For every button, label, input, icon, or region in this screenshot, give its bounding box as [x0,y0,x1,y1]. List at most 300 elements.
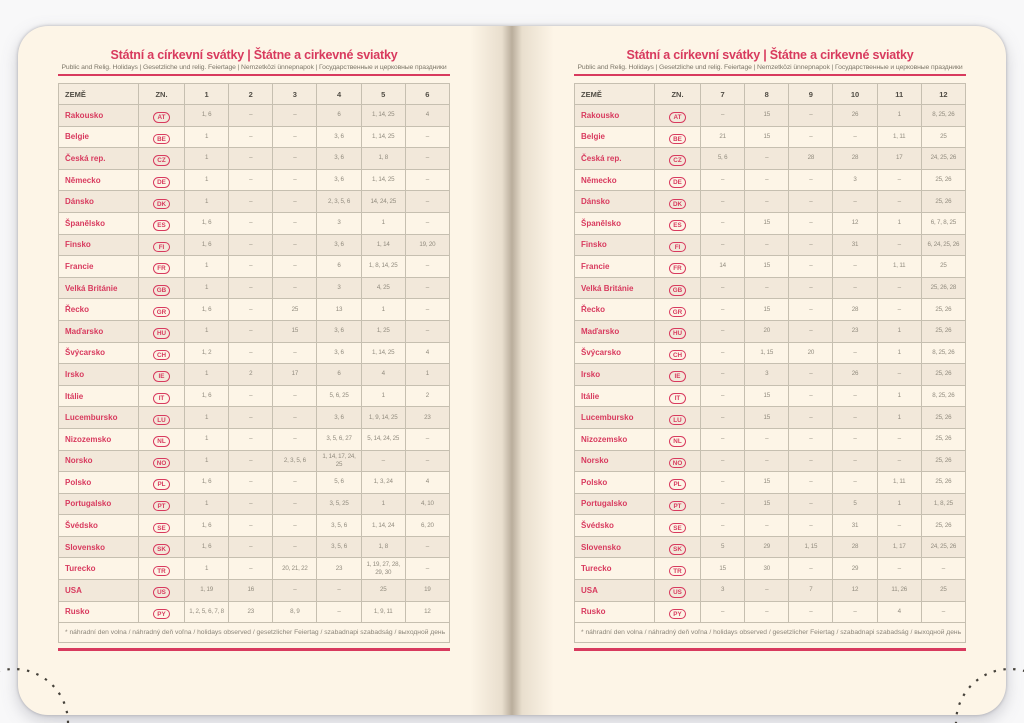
country-name: Lucembursko [59,407,139,429]
holiday-days-cell: 1 [185,148,229,170]
holiday-days-cell: – [405,450,449,472]
holiday-days-cell: 1, 6 [185,515,229,537]
holiday-days-cell: 1 [405,364,449,386]
holiday-days-cell: – [317,580,361,602]
country-name: Švédsko [59,515,139,537]
holiday-days-cell: 1, 14, 25 [361,169,405,191]
country-code-badge: BE [669,134,686,145]
holiday-days-cell: 1 [185,126,229,148]
holiday-days-cell: – [405,256,449,278]
holiday-days-cell: 5 [701,536,745,558]
holiday-days-cell: 6, 24, 25, 26 [921,234,965,256]
holiday-days-cell: – [833,601,877,623]
holiday-days-cell: 3, 6 [317,407,361,429]
table-row [59,148,450,170]
table-row [575,234,966,256]
holiday-days-cell: 1, 14, 25 [361,342,405,364]
holiday-days-cell: – [273,536,317,558]
country-code-cell [655,601,701,623]
country-code-cell [139,536,185,558]
holiday-days-cell: 25, 26 [921,450,965,472]
country-name: USA [575,580,655,602]
holiday-days-cell: 25 [361,580,405,602]
holiday-days-cell: 8, 25, 26 [921,342,965,364]
country-code-badge: ES [153,220,170,231]
holiday-days-cell: – [273,428,317,450]
holiday-days-cell: 14 [701,256,745,278]
header-month: 7 [701,84,745,105]
bottom-rule [58,648,450,651]
holiday-days-cell: 4 [405,472,449,494]
holiday-days-cell: – [789,191,833,213]
holiday-days-cell: 3, 6 [317,126,361,148]
holiday-days-cell: – [229,515,273,537]
table-row [59,256,450,278]
country-code-badge: IT [153,393,170,404]
holiday-days-cell: 5, 6 [701,148,745,170]
country-name: Rakousko [59,105,139,127]
holiday-days-cell: 1, 2, 5, 6, 7, 8 [185,601,229,623]
holiday-days-cell: 20 [789,342,833,364]
country-code-cell [139,320,185,342]
holiday-days-cell: 1 [185,558,229,580]
holiday-days-cell: – [745,191,789,213]
holiday-days-cell: 3 [317,277,361,299]
holiday-days-cell: 26 [833,364,877,386]
country-code-badge: CZ [669,155,686,166]
holiday-days-cell: 28 [833,299,877,321]
holiday-days-cell: 7 [789,580,833,602]
holiday-days-cell: – [405,428,449,450]
holiday-days-cell: 25, 26 [921,191,965,213]
country-code-cell [139,191,185,213]
holiday-days-cell: 4 [405,105,449,127]
holiday-days-cell: – [229,105,273,127]
holiday-days-cell: – [745,169,789,191]
header-month: 3 [273,84,317,105]
header-row [59,84,450,105]
country-code-badge: AT [153,112,170,123]
holiday-days-cell: 25, 26, 28 [921,277,965,299]
holiday-days-cell: – [273,342,317,364]
table-row [575,126,966,148]
holiday-days-cell: 1 [185,450,229,472]
holiday-days-cell: 1, 15 [745,342,789,364]
holiday-days-cell: 30 [745,558,789,580]
country-name: Itálie [59,385,139,407]
country-name: Německo [59,169,139,191]
holiday-days-cell: 6 [317,364,361,386]
holiday-days-cell: 24, 25, 26 [921,536,965,558]
holiday-days-cell: 15 [745,385,789,407]
holiday-days-cell: 6 [317,256,361,278]
country-code-cell [655,256,701,278]
header-month: 6 [405,84,449,105]
holiday-days-cell: – [789,601,833,623]
table-row [575,472,966,494]
country-name: Turecko [59,558,139,580]
holiday-days-cell: 17 [273,364,317,386]
country-code-badge: SE [669,523,686,534]
holiday-days-cell: 4 [361,364,405,386]
holiday-days-cell: – [405,148,449,170]
country-code-cell [139,515,185,537]
country-name: Belgie [575,126,655,148]
holiday-days-cell: – [745,580,789,602]
holiday-days-cell: 8, 25, 26 [921,385,965,407]
holiday-days-cell: 3, 6 [317,148,361,170]
footnote: * náhradní den volna / náhradný deň voľna / holidays observed / gesetzlicher Feiertag / szabadnapi szabadság / выходной день [575,623,966,643]
country-code-badge: SK [153,544,170,555]
country-name: Španělsko [575,212,655,234]
holiday-days-cell: – [921,558,965,580]
country-code-badge: NL [669,436,686,447]
holiday-days-cell: – [405,277,449,299]
holiday-days-cell: – [789,493,833,515]
holiday-days-cell: – [877,450,921,472]
holiday-days-cell: – [833,126,877,148]
holiday-days-cell: – [833,450,877,472]
holiday-days-cell: – [701,169,745,191]
holiday-days-cell: 1, 11 [877,126,921,148]
country-name: Finsko [59,234,139,256]
holiday-days-cell: – [789,169,833,191]
holiday-days-cell: 1, 6 [185,385,229,407]
country-code-badge: ES [669,220,686,231]
country-code-cell [139,126,185,148]
holiday-days-cell: 15 [701,558,745,580]
country-code-cell [655,364,701,386]
holiday-days-cell: – [833,407,877,429]
table-row [59,299,450,321]
holiday-days-cell: 3 [833,169,877,191]
table-row [59,105,450,127]
country-code-cell [139,148,185,170]
country-name: Slovensko [59,536,139,558]
table-row [575,450,966,472]
holiday-days-cell: – [877,428,921,450]
country-code-badge: PY [669,609,686,620]
holiday-days-cell: 1 [361,299,405,321]
table-row [59,126,450,148]
holiday-days-cell: 1, 15 [789,536,833,558]
holiday-days-cell: – [877,299,921,321]
country-code-badge: NL [153,436,170,447]
holiday-days-cell: – [745,515,789,537]
country-code-badge: AT [669,112,686,123]
holiday-days-cell: – [701,320,745,342]
country-code-badge: PT [669,501,686,512]
table-row [575,169,966,191]
holiday-days-cell: 31 [833,515,877,537]
holiday-days-cell: 3, 5, 25 [317,493,361,515]
holiday-days-cell: 25, 26 [921,169,965,191]
country-code-cell [655,493,701,515]
table-row [575,428,966,450]
country-name: Česká rep. [575,148,655,170]
holiday-days-cell: – [745,450,789,472]
holiday-days-cell: 5, 6 [317,472,361,494]
holiday-days-cell: 8, 9 [273,601,317,623]
country-code-badge: NO [153,458,170,469]
country-code-badge: US [153,587,170,598]
holiday-days-cell: 25, 26 [921,320,965,342]
holiday-days-cell: 23 [833,320,877,342]
country-code-badge: CH [669,350,686,361]
header-row [575,84,966,105]
country-code-cell [139,472,185,494]
holiday-days-cell: – [877,234,921,256]
holiday-days-cell: 8, 25, 26 [921,105,965,127]
country-name: Portugalsko [59,493,139,515]
holiday-days-cell: 19 [405,580,449,602]
holiday-days-cell: 1, 17 [877,536,921,558]
holiday-days-cell: 5 [833,493,877,515]
holiday-days-cell: – [229,277,273,299]
holiday-days-cell: 1 [877,385,921,407]
holiday-days-cell: 1, 6 [185,472,229,494]
holiday-days-cell: 1 [361,212,405,234]
holiday-days-cell: – [273,191,317,213]
holiday-days-cell: – [789,385,833,407]
country-code-cell [139,169,185,191]
page-subtitle: Public and Relig. Holidays | Gesetzliche und relig. Feiertage | Nemzetközi ünnepnapok | Государственные и церковные праздники [61,64,447,71]
holiday-days-cell: – [273,169,317,191]
holiday-days-cell: – [745,601,789,623]
country-name: Španělsko [59,212,139,234]
holiday-days-cell: 25 [273,299,317,321]
holiday-days-cell: – [701,277,745,299]
holiday-days-cell: 28 [833,536,877,558]
holiday-days-cell: 1 [185,493,229,515]
country-name: Švédsko [575,515,655,537]
table-row [575,580,966,602]
holiday-days-cell: – [405,320,449,342]
holiday-days-cell: 17 [877,148,921,170]
table-row [575,385,966,407]
country-name: Maďarsko [575,320,655,342]
holiday-days-cell: – [701,299,745,321]
holiday-days-cell: – [273,407,317,429]
header-code: ZN. [139,84,185,105]
country-code-badge: DE [153,177,170,188]
holiday-days-cell: 20, 21, 22 [273,558,317,580]
holiday-days-cell: 2 [405,385,449,407]
holiday-days-cell: – [789,407,833,429]
holiday-days-cell: – [877,364,921,386]
page-subtitle: Public and Relig. Holidays | Gesetzliche und relig. Feiertage | Nemzetközi ünnepnapok | Государственные и церковные праздники [577,64,963,71]
country-code-cell [655,580,701,602]
holiday-days-cell: 2, 3, 5, 6 [273,450,317,472]
holiday-days-cell: – [229,256,273,278]
holiday-days-cell: – [229,126,273,148]
holiday-days-cell: – [877,191,921,213]
header-month: 5 [361,84,405,105]
holiday-days-cell: 3, 6 [317,169,361,191]
holiday-days-cell: – [833,385,877,407]
holiday-days-cell: – [745,277,789,299]
holiday-days-cell: – [877,277,921,299]
table-row [59,450,450,472]
holiday-days-cell: 1, 2 [185,342,229,364]
holiday-days-cell: 1 [185,320,229,342]
holiday-days-cell: – [701,472,745,494]
holiday-days-cell: 1, 19, 27, 28, 29, 30 [361,558,405,580]
country-code-cell [139,342,185,364]
page-title: Státní a církevní svátky | Štátne a cirkevné sviatky [626,48,914,62]
holiday-days-cell: – [229,428,273,450]
holiday-days-cell: – [789,320,833,342]
holiday-days-cell: 1, 3, 24 [361,472,405,494]
holiday-days-cell: – [789,126,833,148]
country-code-cell [655,536,701,558]
holiday-days-cell: 25 [921,126,965,148]
holiday-days-cell: – [833,256,877,278]
table-header [575,84,966,105]
holidays-table-mount [58,83,450,643]
holiday-days-cell: – [701,450,745,472]
country-name: Francie [575,256,655,278]
country-name: Slovensko [575,536,655,558]
holiday-days-cell: 28 [789,148,833,170]
country-name: Irsko [59,364,139,386]
country-name: Švýcarsko [59,342,139,364]
country-name: Finsko [575,234,655,256]
country-name: USA [59,580,139,602]
holiday-days-cell: 1, 6 [185,105,229,127]
holiday-days-cell: – [789,428,833,450]
country-code-badge: TR [153,566,170,577]
holiday-days-cell: – [273,580,317,602]
country-code-badge: PT [153,501,170,512]
holiday-days-cell: 15 [273,320,317,342]
header-month: 2 [229,84,273,105]
holiday-days-cell: 12 [833,212,877,234]
table-row [575,601,966,623]
table-row [575,515,966,537]
country-code-badge: HU [153,328,170,339]
page-left [18,26,512,715]
holiday-days-cell: – [229,472,273,494]
holiday-days-cell: – [833,342,877,364]
country-name: Polsko [575,472,655,494]
holiday-days-cell: 1, 8, 25 [921,493,965,515]
country-code-badge: GB [669,285,686,296]
country-code-cell [655,320,701,342]
holiday-days-cell: 1, 9, 14, 25 [361,407,405,429]
country-code-badge: GR [669,307,686,318]
holiday-days-cell: 6 [317,105,361,127]
holiday-days-cell: – [229,536,273,558]
country-code-cell [655,558,701,580]
footnote: * náhradní den volna / náhradný deň voľna / holidays observed / gesetzlicher Feiertag / szabadnapi szabadság / выходной день [59,623,450,643]
holiday-days-cell: 4, 10 [405,493,449,515]
country-name: Česká rep. [59,148,139,170]
holiday-days-cell: 25, 26 [921,472,965,494]
country-code-cell [655,277,701,299]
holiday-days-cell: 25, 26 [921,428,965,450]
holiday-days-cell: 4, 25 [361,277,405,299]
holiday-days-cell: – [701,407,745,429]
holiday-days-cell: – [789,256,833,278]
holiday-days-cell: – [701,212,745,234]
holiday-days-cell: 1, 14, 25 [361,126,405,148]
header-month: 12 [921,84,965,105]
holiday-days-cell: 19, 20 [405,234,449,256]
country-code-badge: SK [669,544,686,555]
holiday-days-cell: – [273,148,317,170]
holiday-days-cell: 1 [185,428,229,450]
country-code-cell [139,428,185,450]
country-name: Rusko [575,601,655,623]
country-code-cell [655,234,701,256]
country-code-cell [655,407,701,429]
country-code-cell [655,126,701,148]
holidays-table-mount [574,83,966,643]
holiday-days-cell: 2 [229,364,273,386]
table-row [59,277,450,299]
table-row [59,191,450,213]
holiday-days-cell: 1, 9, 11 [361,601,405,623]
country-code-cell [655,169,701,191]
holiday-days-cell: – [229,342,273,364]
holiday-days-cell: 4 [877,601,921,623]
holiday-days-cell: 31 [833,234,877,256]
country-code-cell [655,148,701,170]
header-month: 9 [789,84,833,105]
holiday-days-cell: 12 [833,580,877,602]
holiday-days-cell: – [745,428,789,450]
holiday-days-cell: 5, 14, 24, 25 [361,428,405,450]
country-code-cell [139,558,185,580]
country-code-cell [139,493,185,515]
country-code-cell [655,212,701,234]
table-row [59,385,450,407]
holiday-days-cell: 1, 14, 25 [361,105,405,127]
holiday-days-cell: – [789,472,833,494]
holiday-days-cell: 1 [361,385,405,407]
holiday-days-cell: – [405,126,449,148]
table-row [575,256,966,278]
country-code-cell [139,277,185,299]
holiday-days-cell: 1, 8 [361,536,405,558]
table-row [59,169,450,191]
header-month: 11 [877,84,921,105]
holiday-days-cell: – [273,277,317,299]
table-row [575,558,966,580]
country-name: Polsko [59,472,139,494]
holiday-days-cell: 3 [317,212,361,234]
country-code-cell [139,299,185,321]
holiday-days-cell: – [229,212,273,234]
holiday-days-cell: 3, 6 [317,342,361,364]
holiday-days-cell: 25 [921,580,965,602]
holiday-days-cell: 25, 26 [921,407,965,429]
holiday-days-cell: 1 [361,493,405,515]
holiday-days-cell: – [229,558,273,580]
table-row [59,342,450,364]
holiday-days-cell: 1, 14 [361,234,405,256]
holiday-days-cell: 24, 25, 26 [921,148,965,170]
holiday-days-cell: 16 [229,580,273,602]
table-row [59,536,450,558]
country-code-cell [655,342,701,364]
header-month: 8 [745,84,789,105]
holiday-days-cell: – [229,234,273,256]
holiday-days-cell: – [273,126,317,148]
holiday-days-cell: 26 [833,105,877,127]
table-row [575,277,966,299]
